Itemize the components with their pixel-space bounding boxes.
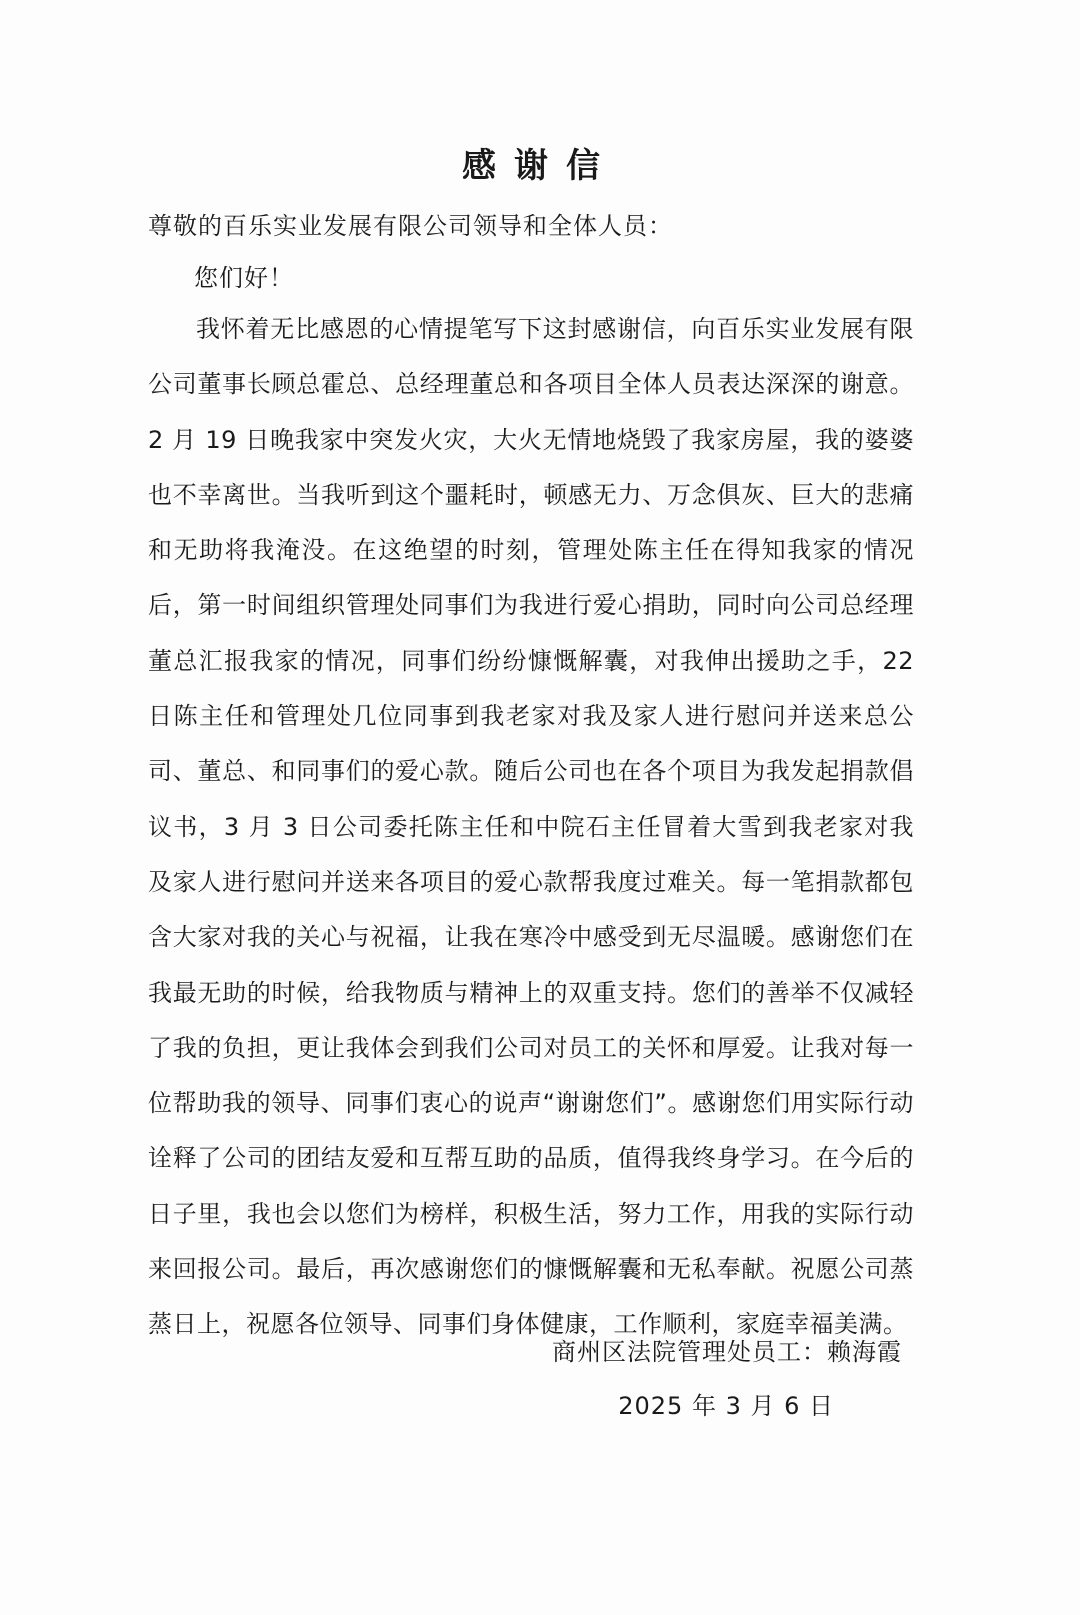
letter-greeting: 您们好！: [194, 264, 294, 292]
letter-body: 我怀着无比感恩的心情提笔写下这封感谢信，向百乐实业发展有限公司董事长顾总霍总、总经理董总和各项目全体人员表达深深的谢意。2 月 19 日晚我家中突发火灾，大火无情地烧毁了我家房屋，我的婆婆也不幸离世。当我听到这个噩耗时，顿感无力、万念俱灰、巨大的悲痛和无助将我淹没。在这绝望的时刻，管理处陈主任在得知我家的情况后，第一时间组织管理处同事们为我进行爱心捐助，同时向公司总经理董总汇报我家的情况，同事们纷纷慷慨解囊，对我伸出援助之手，22 日陈主任和管理处几位同事到我老家对我及家人进行慰问并送来总公司、董总、和同事们的爱心款。随后公司也在各个项目为我发起捐款倡议书，3 月 3 日公司委托陈主任和中院石主任冒着大雪到我老家对我及家人进行慰问并送来各项目的爱心款帮我度过难关。每一笔捐款都包含大家对我的关心与祝福，让我在寒冷中感受到无尽温暖。感谢您们在我最无助的时候，给我物质与精神上的双重支持。您们的善举不仅减轻了我的负担，更让我体会到我们公司对员工的关怀和厚爱。让我对每一位帮助我的领导、同事们衷心的说声“谢谢您们”。感谢您们用实际行动诠释了公司的团结友爱和互帮互助的品质，值得我终身学习。在今后的日子里，我也会以您们为榜样，积极生活，努力工作，用我的实际行动来回报公司。最后，再次感谢您们的慷慨解囊和无私奉献。祝愿公司蒸蒸日上，祝愿各位领导、同事们身体健康，工作顺利，家庭幸福美满。: [148, 315, 914, 1339]
letter-signature: 商州区法院管理处员工：赖海霞: [552, 1338, 902, 1366]
letter-date: 2025 年 3 月 6 日: [618, 1392, 834, 1420]
letter-title: 感谢信: [462, 146, 618, 186]
letter-salutation: 尊敬的百乐实业发展有限公司领导和全体人员：: [148, 212, 673, 240]
